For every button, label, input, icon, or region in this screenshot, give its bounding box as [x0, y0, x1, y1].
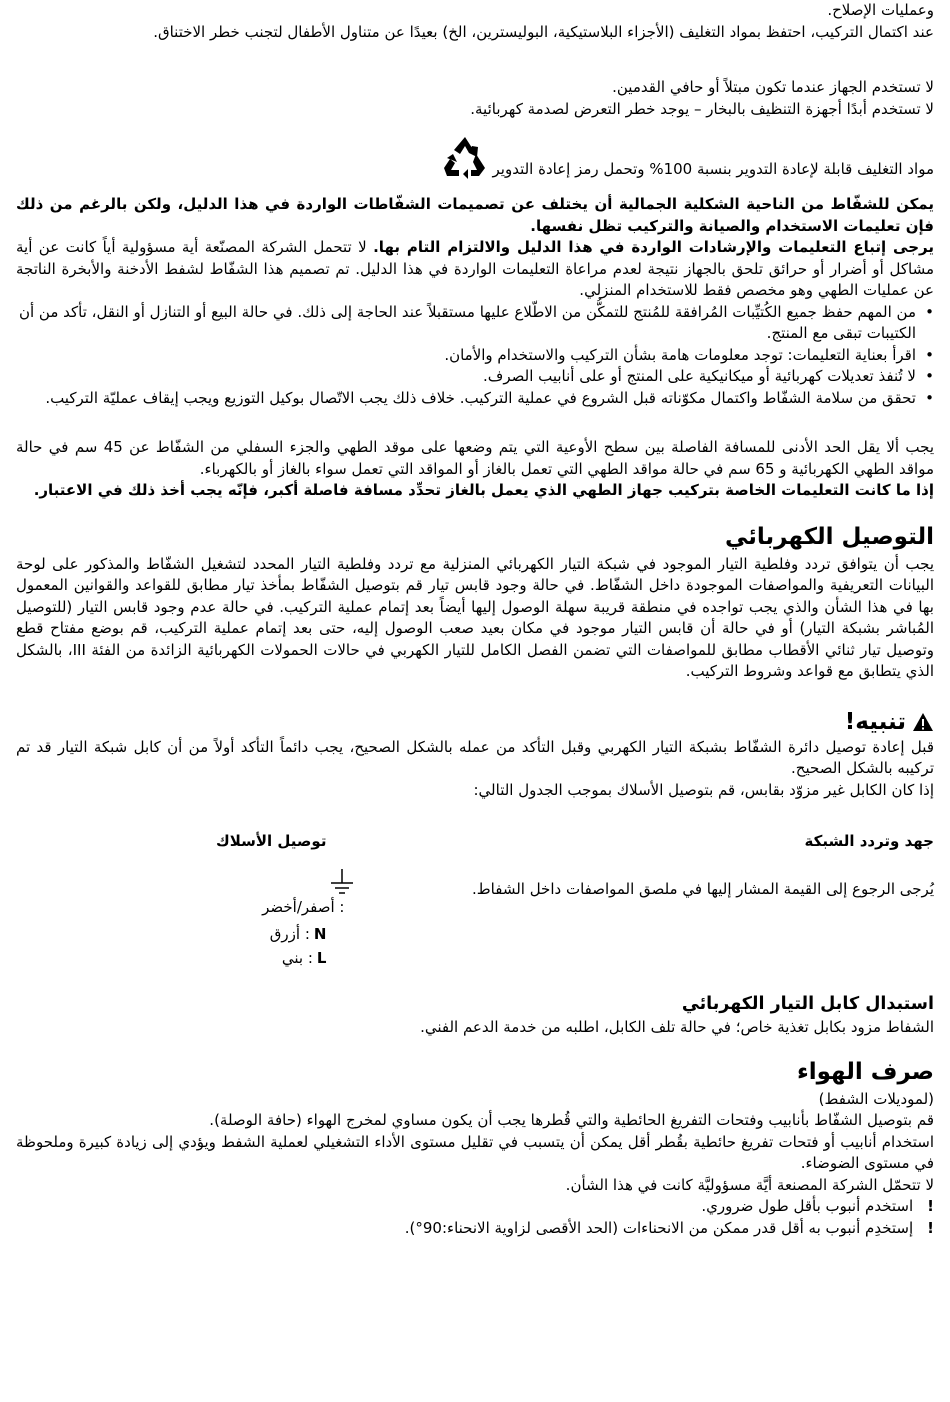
safety-bullets: [16, 302, 934, 410]
bullet-item: • من المهم حفظ جميع الكُتيِّبات المُرافقة للمُنتج للتمكُّن من الاطّلاع عليها مستقبلاً عند الحاجة إلى ذلك. في حالة البيع أو التنازل أو النقل، تأكد من أن الكتيبات تبقى مع المنتج.: [16, 302, 916, 345]
intro-paragraph: [16, 237, 934, 302]
exhaust-p2: استخدام أنابيب أو فتحات تفريغ حائطية بقُطر أقل يمكن أن يتسبب في تقليل مستوى الأداء التشغيلي لعملية الشفط ويؤدي إلى زيادة كبيرة وملحوظة في مستوى الضوضاء.: [16, 1132, 934, 1172]
bullet-item: • تحقق من سلامة الشفّاط واكتمال مكوّناته قبل الشروع في عملية التركيب. خلاف ذلك يجب الاتّصال بوكيل التوزيع ويجب إيقاف عمليّة التركيب.: [16, 388, 916, 410]
exhaust-item-text: إستخدِم أنبوب به أقل قدر ممكن من الانحناءات (الحد الأقصى لزاوية الانحناء:90°).: [404, 1218, 914, 1237]
exclamation-mark: !: [927, 1197, 934, 1215]
neutral-row: [270, 924, 327, 946]
intro-bold-2: يرجى إتباع التعليمات والإرشادات الواردة في هذا الدليل والالتزام التام بها.: [373, 238, 934, 256]
exhaust-p3: لا تتحمّل الشركة المصنعة أيَّة مسؤوليَّة كانت في هذا الشأن.: [565, 1175, 934, 1194]
recycle-row: [16, 134, 934, 182]
exhaust-heading: صرف الهواء: [796, 1058, 934, 1085]
live-label: : بني: [281, 948, 313, 967]
electrical-body: يجب أن يتوافق تردد وفلطية التيار الموجود في شبكة التيار الكهربائي المنزلية مع تردد وفلطية التيار المحدد لتشغيل الشفّاط والمذكور على لوحة البيانات التعريفية والمواصفات الموجودة داخل الشفّاط. في حالة وجود قابس تيار قم بتوصيل الشفّاط بمأخذ تيار مطابق للقواعد والقوانين المعمول بها في هذا الشأن والذي يجب تواجده في منطقة قريبة سهلة الوصول إليها أيضاً بعد إتمام عملية التركيب. في حالة عدم وجود قابس التيار (للتوصيل المُباشر بشبكة التيار) أو في حالة أن قابس التيار موجود في مكان بعيد صعب الوصول إليه، حتى بعد إتمام عملية التركيب، قم بوضع مفتاح قطع وتوصيل تيار ثنائي الأقطاب مطابق للمواصفات التي تضمن الفصل الكامل للتيار الكهربي في حالات الحمولات الكهربائية الزائدة من الفئة III، بالشكل الذي يتطابق مع قواعد وشروط التركيب.: [16, 554, 934, 680]
warning-icon: [912, 712, 934, 732]
exhaust-item: [16, 1196, 934, 1218]
live-row: [282, 948, 327, 970]
bullet-item: • لا تُنفذ تعديلات كهربائية أو ميكانيكية على المنتج أو على أنابيب الصرف.: [16, 366, 916, 388]
voltage-header: جهد وتردد الشبكة: [804, 832, 934, 850]
electrical-heading: التوصيل الكهربائي: [724, 523, 934, 550]
exhaust-p1: قم بتوصيل الشفّاط بأنابيب وفتحات التفريغ الحائطية والتي قُطرها يجب أن يكون مساوي لمخرج الهواء (حافة الوصلة).: [209, 1111, 934, 1129]
cable-body: الشفاط مزود بكابل تغذية خاص؛ في حالة تلف الكابل، اطلبه من خدمة الدعم الفني.: [420, 1018, 934, 1036]
warning-body: قبل إعادة توصيل دائرة الشفّاط بشبكة التيار الكهربي وقبل التأكد من عمله بالشكل الصحيح، يجب دائماً التأكد أولاً من أن كابل شبكة التيار قد تم تركيبه بالشكل الصحيح.: [16, 737, 934, 777]
connection-header: توصيل الأسلاك: [216, 832, 327, 850]
wiring-col-connection: [216, 831, 345, 969]
top-line-4: لا تستخدم أبدًا أجهزة التنظيف بالبخار – يوجد خطر التعرض لصدمة كهربائية.: [470, 99, 934, 118]
warning-line-2: إذا كان الكابل غير مزوّد بقابس، قم بتوصيل الأسلاك بموجب الجدول التالي:: [473, 780, 934, 799]
top-line-1: وعمليات الإصلاح.: [827, 1, 934, 19]
manual-page: [16, 0, 934, 1239]
recycle-icon: [441, 134, 489, 182]
intro-bold: يمكن للشفّاط من الناحية الشكلية الجمالية أن يختلف عن تصميمات الشفّاطات الواردة في هذا الدليل، ولكن بالرغم من ذلك فإن تعليمات الاستخدام والصيانة والتركيب تظل نفسها.: [16, 195, 934, 235]
warning-heading: تنبيه!: [844, 708, 906, 735]
exhaust-item: [16, 1218, 934, 1240]
exclamation-mark: !: [927, 1218, 934, 1237]
top-line-2: عند اكتمال التركيب، احتفظ بمواد التغليف (الأجزاء البلاستيكية، البوليسترين، الخ) بعيدًا عن متناول الأطفال لتجنب خطر الاختناق.: [153, 22, 934, 41]
voltage-value: يُرجى الرجوع إلى القيمة المشار إليها في ملصق المواصفات داخل الشفاط.: [472, 879, 934, 898]
intro-rest: لا تتحمل الشركة المصنّعة أية مسؤولية أياً كانت عن أية مشاكل أو أضرار أو حرائق تلحق بالجهاز نتيجة لعدم مراعاة التعليمات الواردة في هذا الدليل. تم تصميم هذا الشفّاط لشفط الأدخنة والأبخرة الناتجة عن عمليات الطهي وهو مخصص فقط للاستخدام المنزلي.: [16, 238, 934, 299]
neutral-letter: N: [313, 925, 327, 943]
wiring-col-voltage: [472, 831, 934, 969]
distance-bold: إذا ما كانت التعليمات الخاصة بتركيب جهاز الطهي الذي يعمل بالغاز تحدِّد مسافة فاصلة أكبر، فإنّه يجب أخذ ذلك في الاعتبار.: [33, 481, 934, 499]
ground-icon: [330, 869, 354, 897]
top-line-3: لا تستخدم الجهاز عندما تكون مبتلاً أو حافي القدمين.: [612, 78, 934, 96]
live-letter: L: [316, 948, 327, 967]
neutral-label: : أزرق: [269, 925, 310, 943]
ground-label: : أصفر/أخضر: [262, 897, 345, 916]
warning-heading-row: [16, 707, 934, 737]
wiring-table: [16, 831, 934, 969]
exhaust-sub: (لموديلات الشفط): [818, 1089, 934, 1108]
ground-row: [330, 869, 354, 897]
recycle-text: مواد التغليف قابلة لإعادة التدوير بنسبة 100% وتحمل رمز إعادة التدوير: [492, 160, 934, 179]
exhaust-item-text: استخدم أنبوب بأقل طول ضروري.: [701, 1197, 914, 1215]
distance-paragraph: يجب ألا يقل الحد الأدنى للمسافة الفاصلة بين سطح الأوعية التي يتم وضعها على موقد الطهي والجزء السفلي من الشفّاط عن 45 سم في حالة مواقد الطهي الكهربائية و 65 سم في حالة مواقد الطهي التي تعمل بالغاز أو المواقد التي تعمل سواء بالغاز أو بالكهرباء.: [16, 438, 935, 478]
cable-heading: استبدال كابل التيار الكهربائي: [681, 994, 934, 1014]
bullet-item: • اقرأ بعناية التعليمات: توجد معلومات هامة بشأن التركيب والاستخدام والأمان.: [16, 345, 916, 367]
